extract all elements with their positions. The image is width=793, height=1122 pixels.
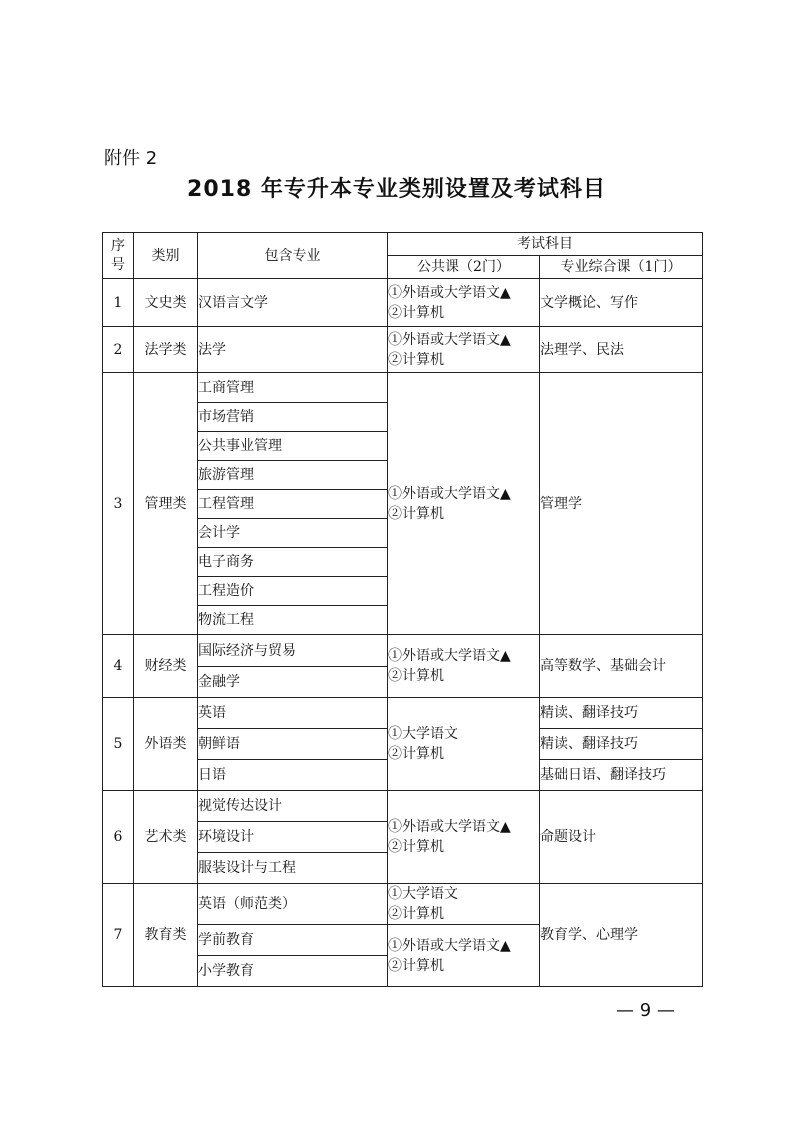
header-majors: 包含专业 xyxy=(198,233,388,279)
major-cell: 视觉传达设计 xyxy=(198,791,388,822)
seq-cell: 2 xyxy=(103,327,134,373)
comprehensive-course-cell: 高等数学、基础会计 xyxy=(540,635,703,698)
exam-subject-2: ②计算机 xyxy=(388,351,444,368)
major-cell: 金融学 xyxy=(198,667,388,698)
table-row xyxy=(103,373,703,403)
major-cell: 汉语言文学 xyxy=(198,279,388,327)
exam-subject-2: ②计算机 xyxy=(388,746,444,762)
public-course-cell xyxy=(388,279,540,327)
public-course-cell xyxy=(388,698,540,791)
exam-subject-2: ②计算机 xyxy=(388,839,444,855)
major-cell: 工商管理 xyxy=(198,373,388,403)
seq-cell: 5 xyxy=(103,698,134,791)
exam-subject-2: ②计算机 xyxy=(388,304,444,321)
major-cell: 工程造价 xyxy=(198,577,388,606)
major-cell: 公共事业管理 xyxy=(198,432,388,461)
comprehensive-course-cell: 法理学、民法 xyxy=(540,327,703,373)
exam-subject-2: ②计算机 xyxy=(388,668,444,684)
category-cell: 文史类 xyxy=(134,279,198,327)
document-title: 2018 年专升本专业类别设置及考试科目 xyxy=(187,177,606,202)
major-cell: 朝鲜语 xyxy=(198,729,388,760)
comprehensive-course-cell: 管理学 xyxy=(540,373,703,635)
seq-cell: 6 xyxy=(103,791,134,884)
category-cell: 管理类 xyxy=(134,373,198,635)
exam-subject-1: ①外语或大学语文▲ xyxy=(388,648,511,664)
page-number: — 9 — xyxy=(616,1000,675,1021)
public-course-cell xyxy=(388,884,540,925)
major-cell: 环境设计 xyxy=(198,822,388,853)
table-row xyxy=(103,791,703,822)
major-cell: 小学教育 xyxy=(198,956,388,987)
comprehensive-course-cell: 教育学、心理学 xyxy=(540,884,703,987)
seq-cell: 7 xyxy=(103,884,134,987)
public-course-cell xyxy=(388,327,540,373)
major-cell: 会计学 xyxy=(198,519,388,548)
public-course-cell xyxy=(388,373,540,635)
exam-subject-1: ①大学语文 xyxy=(388,886,458,902)
exam-subject-1: ①外语或大学语文▲ xyxy=(388,331,511,348)
exam-subject-1: ①外语或大学语文▲ xyxy=(388,284,511,301)
table-row xyxy=(103,279,703,327)
public-course-cell xyxy=(388,925,540,987)
major-cell: 电子商务 xyxy=(198,548,388,577)
major-cell: 工程管理 xyxy=(198,490,388,519)
category-cell: 法学类 xyxy=(134,327,198,373)
major-cell: 英语（师范类） xyxy=(198,884,388,925)
public-course-cell xyxy=(388,635,540,698)
exam-subject-1: ①大学语文 xyxy=(388,726,458,742)
header-seq xyxy=(103,233,134,279)
exam-subject-2: ②计算机 xyxy=(388,906,444,922)
major-cell: 法学 xyxy=(198,327,388,373)
seq-cell: 3 xyxy=(103,373,134,635)
category-cell: 外语类 xyxy=(134,698,198,791)
exam-subject-1: ①外语或大学语文▲ xyxy=(388,485,511,502)
comprehensive-course-cell: 精读、翻译技巧 xyxy=(540,698,703,729)
category-cell: 财经类 xyxy=(134,635,198,698)
major-cell: 英语 xyxy=(198,698,388,729)
major-cell: 学前教育 xyxy=(198,925,388,956)
table-row xyxy=(103,698,703,729)
attachment-label: 附件 2 xyxy=(104,148,158,169)
major-cell: 市场营销 xyxy=(198,403,388,432)
header-exam: 考试科目 xyxy=(388,233,703,256)
major-cell: 物流工程 xyxy=(198,606,388,635)
major-cell: 服装设计与工程 xyxy=(198,853,388,884)
seq-cell: 1 xyxy=(103,279,134,327)
public-course-cell xyxy=(388,791,540,884)
header-comprehensive: 专业综合课（1门） xyxy=(540,256,703,279)
major-cell: 国际经济与贸易 xyxy=(198,635,388,667)
major-cell: 日语 xyxy=(198,760,388,791)
header-public: 公共课（2门） xyxy=(388,256,540,279)
header-seq-text: 序号 xyxy=(111,237,125,273)
comprehensive-course-cell: 精读、翻译技巧 xyxy=(540,729,703,760)
major-cell: 旅游管理 xyxy=(198,461,388,490)
table-row xyxy=(103,884,703,925)
table-row xyxy=(103,635,703,667)
exam-subject-1: ①外语或大学语文▲ xyxy=(388,937,511,954)
category-cell: 艺术类 xyxy=(134,791,198,884)
exam-subject-2: ②计算机 xyxy=(388,957,444,974)
comprehensive-course-cell: 基础日语、翻译技巧 xyxy=(540,760,703,791)
header-category: 类别 xyxy=(134,233,198,279)
exam-subject-2: ②计算机 xyxy=(388,505,444,522)
subjects-table xyxy=(102,232,703,987)
comprehensive-course-cell: 文学概论、写作 xyxy=(540,279,703,327)
category-cell: 教育类 xyxy=(134,884,198,987)
exam-subject-1: ①外语或大学语文▲ xyxy=(388,819,511,835)
table-row xyxy=(103,327,703,373)
comprehensive-course-cell: 命题设计 xyxy=(540,791,703,884)
seq-cell: 4 xyxy=(103,635,134,698)
